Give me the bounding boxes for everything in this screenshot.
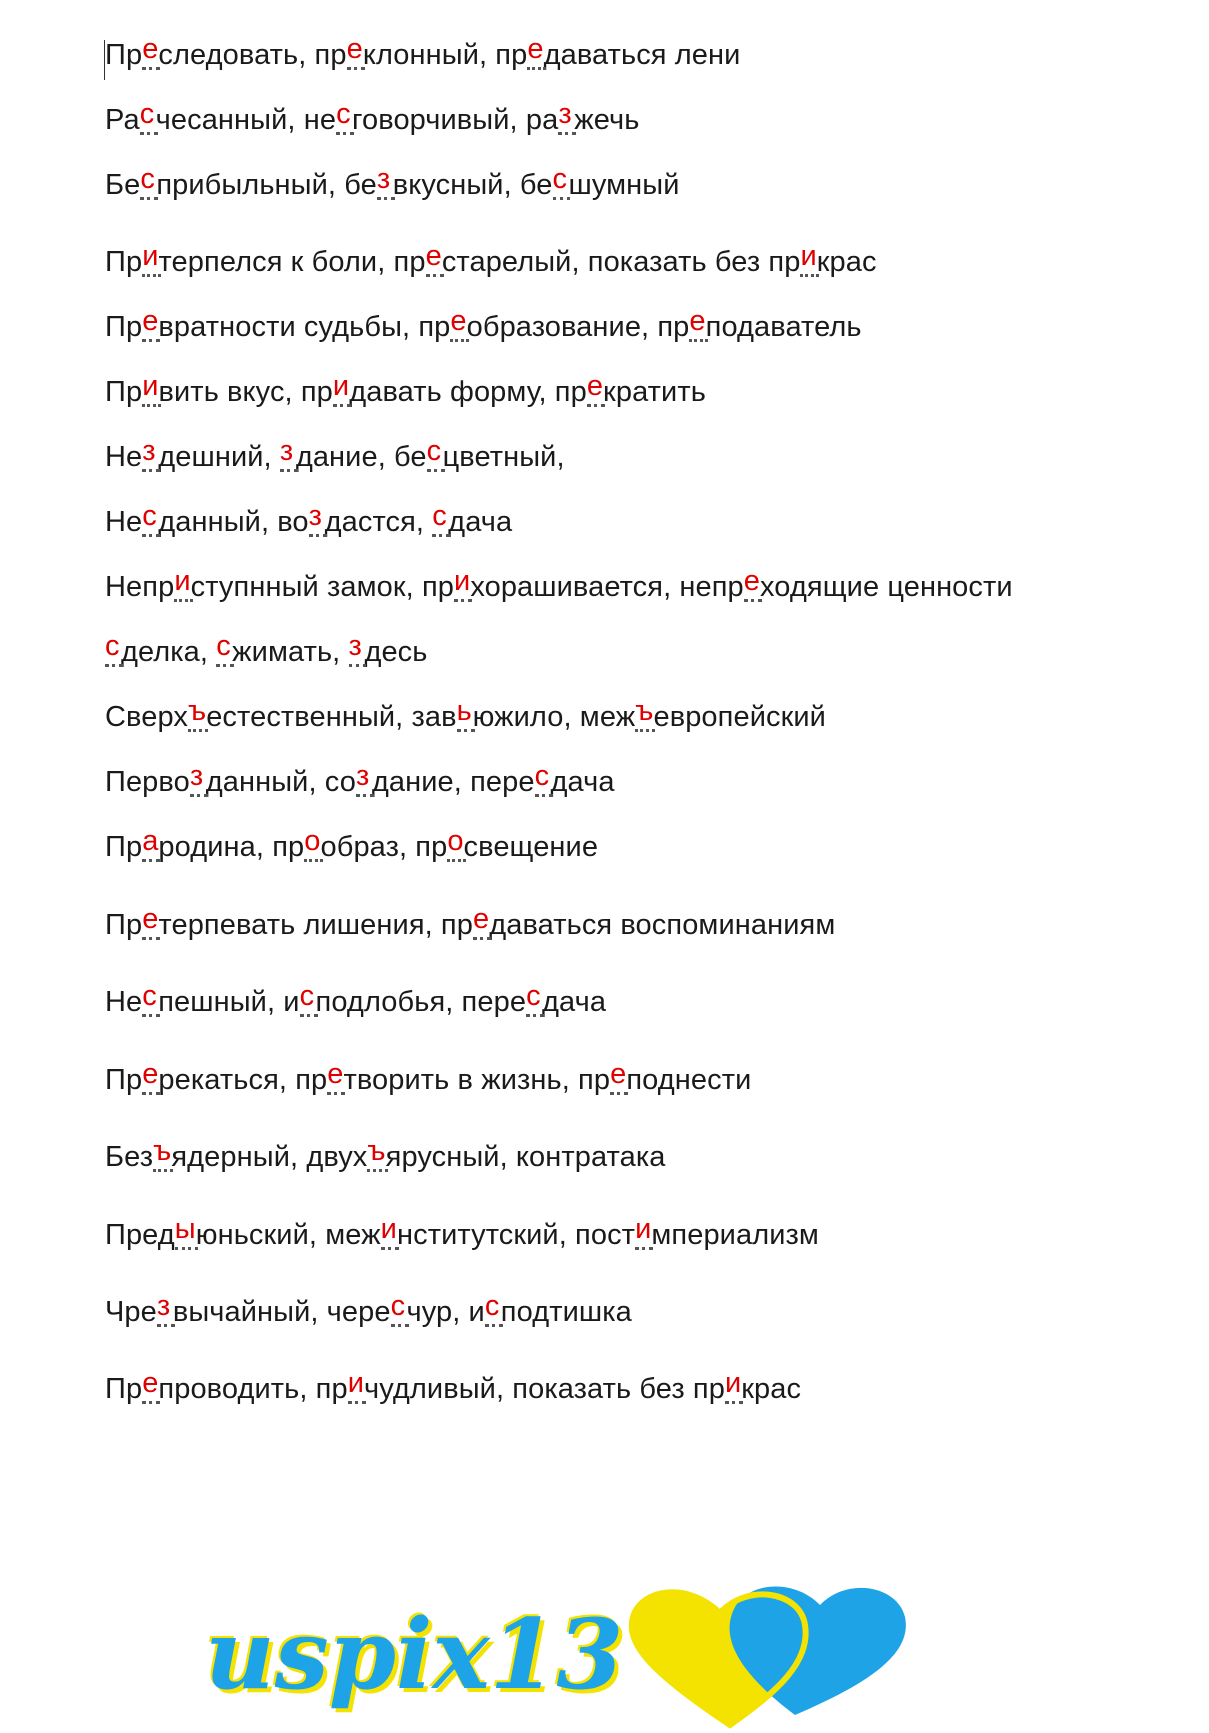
answer-letter: с: [142, 980, 157, 1012]
word-fragment: Без: [105, 1141, 154, 1173]
blank-gap: [526, 980, 542, 1019]
blank-gap: [142, 980, 158, 1019]
blank-gap: [139, 98, 156, 137]
answer-letter: и: [142, 370, 159, 402]
exercise-line: [105, 760, 615, 799]
word-fragment: цветный,: [442, 441, 565, 473]
answer-letter: и: [635, 1213, 652, 1245]
answer-letter: з: [558, 98, 572, 130]
word-fragment: данный, во: [158, 506, 309, 538]
word-fragment: пешный, и: [158, 986, 300, 1018]
blank-gap: [390, 1290, 407, 1329]
blank-gap: [308, 500, 325, 539]
exercise-line: [105, 1058, 752, 1097]
exercise-line: [105, 1213, 819, 1252]
answer-letter: ы: [174, 1213, 196, 1245]
word-fragment: жимать,: [232, 636, 349, 668]
word-fragment: естественный, зав: [206, 701, 457, 733]
answer-letter: е: [689, 305, 706, 337]
word-fragment: даваться лени: [543, 39, 741, 71]
blank-gap: [216, 630, 232, 669]
word-fragment: Пр: [105, 909, 143, 941]
answer-letter: и: [174, 565, 191, 597]
blank-gap: [432, 500, 448, 539]
answer-letter: с: [139, 98, 155, 130]
word-fragment: дешний,: [158, 441, 280, 473]
answer-letter: з: [376, 163, 391, 195]
word-fragment: южило, меж: [472, 701, 636, 733]
word-fragment: хорашивается, непр: [470, 571, 744, 603]
word-fragment: подаватель: [705, 311, 862, 343]
answer-letter: е: [142, 903, 159, 935]
word-fragment: давать форму, пр: [349, 376, 587, 408]
answer-letter: ъ: [635, 695, 654, 727]
blank-gap: [743, 565, 760, 604]
blank-gap: [367, 1135, 386, 1174]
word-fragment: юньский, меж: [195, 1219, 381, 1251]
word-fragment: чесанный, не: [155, 104, 337, 136]
exercise-line: [105, 435, 565, 474]
answer-letter: е: [346, 33, 363, 65]
word-fragment: Бе: [105, 169, 141, 201]
word-fragment: дастся,: [324, 506, 433, 538]
blank-gap: [327, 1058, 344, 1097]
blank-gap: [635, 695, 654, 734]
word-fragment: Пр: [105, 1373, 143, 1405]
word-fragment: Не: [105, 506, 143, 538]
word-fragment: Пред: [105, 1219, 175, 1251]
answer-letter: и: [724, 1367, 742, 1399]
word-fragment: кратить: [603, 376, 706, 408]
answer-letter: з: [279, 435, 294, 467]
blank-gap: [472, 903, 490, 942]
word-fragment: мпериализм: [651, 1219, 819, 1251]
answer-letter: о: [304, 825, 321, 857]
exercise-line: [105, 903, 836, 942]
blank-gap: [355, 760, 372, 799]
exercise-line: [105, 980, 607, 1019]
word-fragment: крас: [741, 1373, 802, 1405]
word-fragment: Непр: [105, 571, 175, 603]
word-fragment: образ, пр: [320, 831, 448, 863]
word-fragment: вить вкус, пр: [158, 376, 333, 408]
exercise-line: [105, 163, 680, 202]
answer-letter: е: [142, 1367, 159, 1399]
answer-letter: с: [299, 980, 315, 1012]
word-fragment: родина, пр: [158, 831, 305, 863]
blank-gap: [635, 1213, 652, 1252]
word-fragment: говорчивый, ра: [352, 104, 559, 136]
answer-letter: е: [527, 33, 544, 65]
blank-gap: [348, 630, 365, 669]
word-fragment: дание, пере: [371, 766, 535, 798]
answer-letter: е: [425, 240, 442, 272]
answer-letter: о: [447, 825, 464, 857]
blank-gap: [174, 1213, 196, 1252]
blank-gap: [450, 305, 467, 344]
blank-gap: [336, 98, 352, 137]
blank-gap: [610, 1058, 627, 1097]
blank-gap: [484, 1290, 501, 1329]
exercise-line: [105, 305, 862, 344]
word-fragment: шумный: [568, 169, 680, 201]
exercise-line: [105, 500, 513, 539]
answer-letter: с: [336, 98, 351, 130]
answer-letter: ъ: [153, 1135, 172, 1167]
answer-letter: а: [142, 825, 159, 857]
answer-letter: ъ: [187, 695, 207, 727]
word-fragment: дача: [448, 506, 513, 538]
exercise-line: [105, 825, 599, 864]
answer-letter: е: [142, 33, 159, 65]
blank-gap: [689, 305, 706, 344]
word-fragment: рекаться, пр: [158, 1064, 328, 1096]
answer-letter: е: [142, 305, 159, 337]
word-fragment: вратности судьбы, пр: [158, 311, 451, 343]
blank-gap: [142, 33, 159, 72]
word-fragment: Перво: [105, 766, 190, 798]
blank-gap: [105, 630, 121, 669]
word-fragment: ярусный, контратака: [385, 1141, 666, 1173]
answer-letter: с: [426, 435, 442, 467]
blank-gap: [142, 435, 158, 474]
answer-letter: и: [800, 240, 817, 272]
word-fragment: нститутский, пост: [396, 1219, 636, 1251]
word-fragment: даваться воспоминаниям: [489, 909, 836, 941]
blank-gap: [189, 760, 206, 799]
word-fragment: ходящие ценности: [760, 571, 1013, 603]
word-fragment: терпевать лишения, пр: [158, 909, 473, 941]
word-fragment: Пр: [105, 246, 143, 278]
word-fragment: прибыльный, бе: [156, 169, 377, 201]
exercise-line: [105, 565, 1013, 604]
answer-letter: и: [142, 240, 159, 272]
word-fragment: вкусный, бе: [392, 169, 553, 201]
word-fragment: образование, пр: [466, 311, 690, 343]
word-fragment: ядерный, двух: [171, 1141, 368, 1173]
word-fragment: Пр: [105, 311, 143, 343]
blank-gap: [142, 903, 159, 942]
blank-gap: [346, 33, 363, 72]
blank-gap: [142, 825, 159, 864]
word-fragment: терпелся к боли, пр: [158, 246, 426, 278]
answer-letter: з: [142, 435, 156, 467]
blank-gap: [800, 240, 817, 279]
word-fragment: делка,: [120, 636, 217, 668]
blank-gap: [426, 435, 443, 474]
answer-letter: с: [216, 630, 231, 662]
blank-gap: [376, 163, 393, 202]
word-fragment: подлобья, пере: [315, 986, 527, 1018]
exercise-line: [105, 630, 428, 669]
word-fragment: Чре: [105, 1296, 157, 1328]
blank-gap: [425, 240, 442, 279]
word-fragment: вычайный, чере: [172, 1296, 391, 1328]
word-fragment: Пр: [105, 831, 143, 863]
answer-letter: с: [142, 500, 157, 532]
blank-gap: [456, 695, 473, 734]
answer-letter: с: [390, 1290, 406, 1322]
answer-letter: с: [526, 980, 541, 1012]
word-fragment: Не: [105, 441, 143, 473]
blank-gap: [380, 1213, 397, 1252]
word-fragment: чудливый, показать без пр: [364, 1373, 725, 1405]
word-fragment: проводить, пр: [158, 1373, 348, 1405]
word-fragment: десь: [364, 636, 428, 668]
answer-letter: ъ: [367, 1135, 386, 1167]
answer-letter: з: [189, 760, 204, 792]
blank-gap: [142, 500, 158, 539]
answer-letter: с: [484, 1290, 500, 1322]
blank-gap: [299, 980, 316, 1019]
exercise-line: [105, 1135, 666, 1174]
blank-gap: [142, 1367, 159, 1406]
word-fragment: Ра: [105, 104, 140, 136]
word-fragment: поднести: [626, 1064, 752, 1096]
word-fragment: ступнный замок, пр: [190, 571, 454, 603]
blank-gap: [187, 695, 207, 734]
word-fragment: дача: [550, 766, 615, 798]
answer-letter: е: [142, 1058, 159, 1090]
word-fragment: дание, бе: [295, 441, 427, 473]
exercise-line: [105, 1367, 802, 1406]
blank-gap: [142, 305, 159, 344]
blank-gap: [332, 370, 350, 409]
exercise-line: [105, 695, 826, 734]
exercise-line: [105, 98, 640, 137]
blank-gap: [447, 825, 464, 864]
answer-letter: с: [105, 630, 120, 662]
answer-letter: и: [454, 565, 471, 597]
answer-letter: и: [347, 1367, 365, 1399]
exercise-line: [105, 33, 741, 72]
blank-gap: [142, 370, 159, 409]
answer-letter: е: [743, 565, 760, 597]
answer-letter: з: [308, 500, 323, 532]
blank-gap: [724, 1367, 742, 1406]
blank-gap: [153, 1135, 172, 1174]
blank-gap: [304, 825, 321, 864]
answer-letter: и: [332, 370, 350, 402]
word-fragment: данный, со: [205, 766, 356, 798]
answer-letter: е: [327, 1058, 344, 1090]
answer-letter: с: [552, 163, 568, 195]
answer-letter: с: [534, 760, 550, 792]
blank-gap: [156, 1290, 173, 1329]
answer-letter: с: [432, 500, 447, 532]
answer-letter: ь: [456, 695, 472, 727]
blank-gap: [552, 163, 569, 202]
word-fragment: свещение: [463, 831, 599, 863]
answer-letter: е: [450, 305, 467, 337]
answer-letter: и: [380, 1213, 397, 1245]
blank-gap: [140, 163, 156, 202]
blank-gap: [586, 370, 604, 409]
word-fragment: крас: [816, 246, 877, 278]
word-fragment: подтишка: [500, 1296, 632, 1328]
word-fragment: дача: [542, 986, 607, 1018]
blank-gap: [279, 435, 296, 474]
word-fragment: творить в жизнь, пр: [343, 1064, 611, 1096]
blank-gap: [142, 1058, 159, 1097]
word-fragment: чур, и: [406, 1296, 485, 1328]
answer-letter: е: [472, 903, 490, 935]
answer-letter: е: [586, 370, 604, 402]
word-fragment: европейский: [653, 701, 826, 733]
word-fragment: старелый, показать без пр: [441, 246, 801, 278]
watermark-logo: uspix13: [205, 1598, 624, 1711]
blank-gap: [174, 565, 191, 604]
blank-gap: [347, 1367, 365, 1406]
answer-letter: е: [610, 1058, 627, 1090]
exercise-line: [105, 240, 877, 279]
blank-gap: [558, 98, 574, 137]
word-fragment: Сверх: [105, 701, 188, 733]
answer-letter: з: [348, 630, 362, 662]
word-fragment: Пр: [105, 1064, 143, 1096]
answer-letter: з: [355, 760, 370, 792]
word-fragment: клонный, пр: [362, 39, 528, 71]
word-fragment: Пр: [105, 376, 143, 408]
word-fragment: следовать, пр: [158, 39, 347, 71]
answer-letter: з: [156, 1290, 171, 1322]
blank-gap: [454, 565, 471, 604]
answer-letter: с: [140, 163, 155, 195]
blank-gap: [142, 240, 159, 279]
blank-gap: [527, 33, 544, 72]
blank-gap: [534, 760, 551, 799]
word-fragment: Не: [105, 986, 143, 1018]
word-fragment: Пр: [105, 39, 143, 71]
exercise-line: [105, 1290, 632, 1329]
exercise-line: [105, 370, 706, 409]
word-fragment: жечь: [574, 104, 640, 136]
hearts-logo-icon: [625, 1575, 910, 1733]
